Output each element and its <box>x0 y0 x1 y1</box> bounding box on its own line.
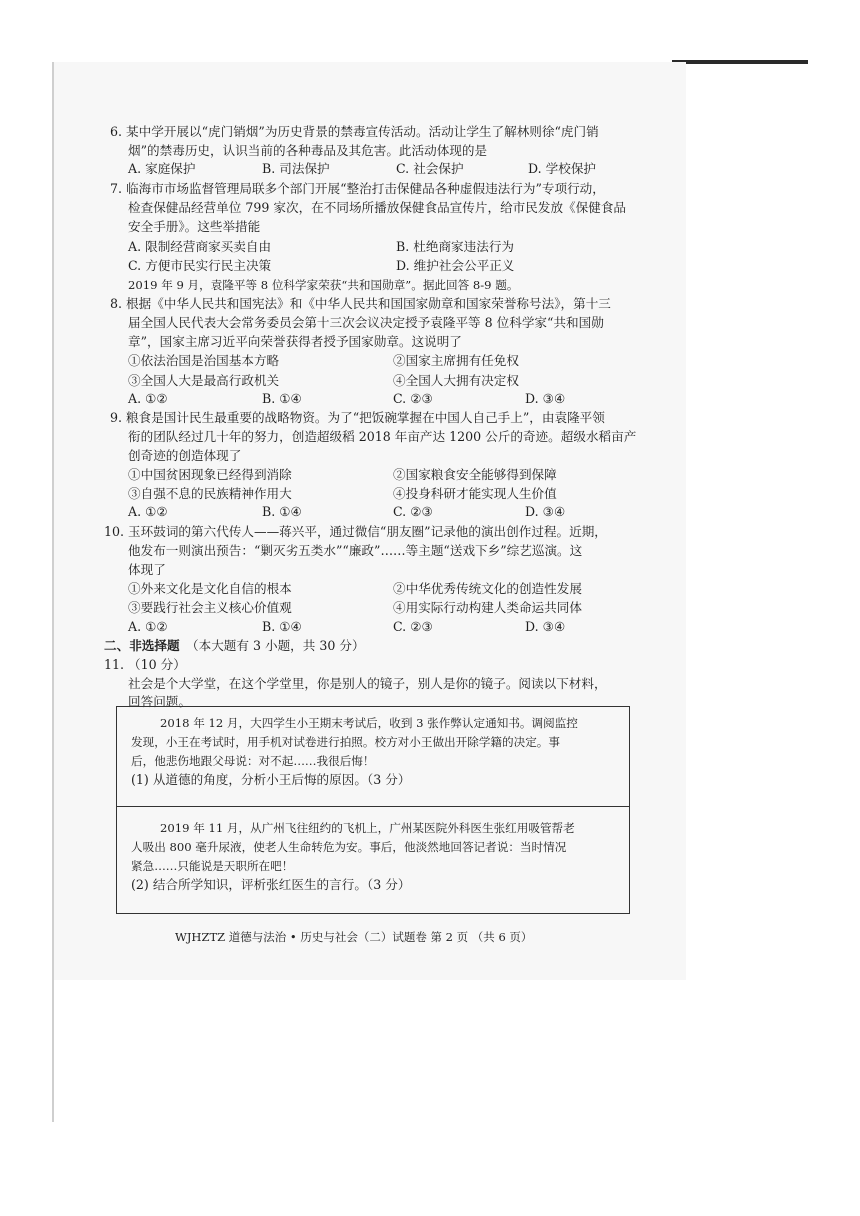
q9-option-b: B. ①④ <box>262 504 302 519</box>
q11-material1-line3: 后，他悲伤地跟父母说：对不起……我很后悔！ <box>131 754 375 768</box>
q7-option-a: A. 限制经营商家买卖自由 <box>128 239 272 254</box>
q11-intro-line1: 社会是个大学堂，在这个学堂里，你是别人的镜子，别人是你的镜子。阅读以下材料， <box>128 676 607 691</box>
q11-material1-line2: 发现，小王在考试时，用手机对试卷进行拍照。校方对小王做出开除学籍的决定。事 <box>131 735 560 749</box>
q6-option-b: B. 司法保护 <box>262 161 330 176</box>
q9-option-c: C. ②③ <box>393 504 433 519</box>
q11-subquestion-2: (2) 结合所学知识，评析张红医生的言行。（3 分） <box>131 877 411 892</box>
q8-option-d: D. ③④ <box>525 391 566 406</box>
q10-stem-line3: 体现了 <box>128 562 166 577</box>
material-8-9: 2019 年 9 月，袁隆平等 8 位科学家荣获“共和国勋章”。据此回答 8-9 题。 <box>128 278 519 292</box>
q9-statement-4: ④投身科研才能实现人生价值 <box>393 486 557 501</box>
q7-stem-line2: 检查保健品经营单位 799 家次，在不同场所播放保健食品宣传片，给市民发放《保健食品 <box>128 200 627 215</box>
section-2-title: 二、非选择题 <box>104 638 180 653</box>
q8-option-b: B. ①④ <box>262 391 302 406</box>
q10-option-a: A. ①② <box>128 619 168 634</box>
q8-statement-2: ②国家主席拥有任免权 <box>393 353 519 368</box>
q8-option-c: C. ②③ <box>393 391 433 406</box>
q8-stem-line3: 章”，国家主席习近平向荣誉获得者授予国家勋章。这说明了 <box>128 334 462 349</box>
q7-option-c: C. 方便市民实行民主决策 <box>128 258 272 273</box>
q9-statement-2: ②国家粮食安全能够得到保障 <box>393 467 557 482</box>
q11-intro-line2: 回答问题。 <box>128 694 191 709</box>
q9-stem-line1: 9. 粮食是国计民生最重要的战略物资。为了“把饭碗掌握在中国人自己手上”，由袁隆平领 <box>110 410 605 425</box>
q6-option-d: D. 学校保护 <box>528 161 597 176</box>
q6-option-c: C. 社会保护 <box>396 161 464 176</box>
q11-subquestion-1: (1) 从道德的角度，分析小王后悔的原因。（3 分） <box>131 772 411 787</box>
q9-statement-1: ①中国贫困现象已经得到消除 <box>128 467 292 482</box>
q10-stem-line1: 10. 玉环鼓词的第六代传人——蒋兴平，通过微信“朋友圈”记录他的演出创作过程。近期， <box>104 524 607 539</box>
q11-material2-line3: 紧急……只能说是天职所在吧！ <box>131 859 294 873</box>
section-2-note: （本大题有 3 小题，共 30 分） <box>186 638 365 653</box>
q7-stem-line1: 7. 临海市市场监督管理局联多个部门开展“整治打击保健品各种虚假违法行为”专项行动， <box>110 181 605 196</box>
q10-stem-line2: 他发布一则演出预告：“剿灭劣五类水”“廉政”……等主题“送戏下乡”综艺巡演。这 <box>128 543 583 558</box>
q9-stem-line3: 创奇迹的创造体现了 <box>128 448 242 463</box>
q11-score: （10 分） <box>128 657 186 672</box>
q8-statement-1: ①依法治国是治国基本方略 <box>128 353 280 368</box>
q9-stem-line2: 衔的团队经过几十年的努力，创造超级稻 2018 年亩产达 1200 公斤的奇迹。超级水稻亩产 <box>128 429 637 444</box>
scan-edge-mark <box>672 60 808 64</box>
q8-option-a: A. ①② <box>128 391 168 406</box>
q10-option-c: C. ②③ <box>393 619 433 634</box>
q11-number: 11. <box>104 657 125 672</box>
q11-material1-line1: 2018 年 12 月，大四学生小王期末考试后，收到 3 张作弊认定通知书。调阅监控 <box>160 716 578 730</box>
q7-option-d: D. 维护社会公平正义 <box>396 258 515 273</box>
q7-option-b: B. 杜绝商家违法行为 <box>396 239 515 254</box>
q8-stem-line2: 届全国人民代表大会常务委员会第十三次会议决定授予袁隆平等 8 位科学家“共和国勋 <box>128 315 604 330</box>
q8-stem-line1: 8. 根据《中华人民共和国宪法》和《中华人民共和国国家勋章和国家荣誉称号法》，第十三 <box>110 296 611 311</box>
q9-statement-3: ③自强不息的民族精神作用大 <box>128 486 292 501</box>
q6-stem-line1: 6. 某中学开展以“虎门销烟”为历史背景的禁毒宣传活动。活动让学生了解林则徐“虎门销 <box>110 124 599 139</box>
q11-material2-line1: 2019 年 11 月，从广州飞往纽约的飞机上，广州某医院外科医生张红用吸管帮老 <box>160 821 575 835</box>
q10-option-b: B. ①④ <box>262 619 302 634</box>
q9-option-a: A. ①② <box>128 504 168 519</box>
q8-statement-4: ④全国人大拥有决定权 <box>393 373 519 388</box>
q8-statement-3: ③全国人大是最高行政机关 <box>128 373 280 388</box>
page-footer: WJHZTZ 道德与法治 • 历史与社会（二）试题卷 第 2 页 （共 6 页） <box>175 930 533 944</box>
q6-option-a: A. 家庭保护 <box>128 161 196 176</box>
q9-option-d: D. ③④ <box>525 504 566 519</box>
q6-stem-line2: 烟”的禁毒历史，认识当前的各种毒品及其危害。此活动体现的是 <box>128 143 488 158</box>
q11-material2-line2: 人吸出 800 毫升尿液，使老人生命转危为安。事后，他淡然地回答记者说：当时情况 <box>131 840 567 854</box>
q10-statement-3: ③要践行社会主义核心价值观 <box>128 600 292 615</box>
q10-statement-2: ②中华优秀传统文化的创造性发展 <box>393 581 582 596</box>
q10-statement-4: ④用实际行动构建人类命运共同体 <box>393 600 582 615</box>
q7-stem-line3: 安全手册》。这些举措能 <box>128 219 261 234</box>
q10-statement-1: ①外来文化是文化自信的根本 <box>128 581 292 596</box>
q11-box-divider <box>116 806 630 807</box>
q10-option-d: D. ③④ <box>525 619 566 634</box>
